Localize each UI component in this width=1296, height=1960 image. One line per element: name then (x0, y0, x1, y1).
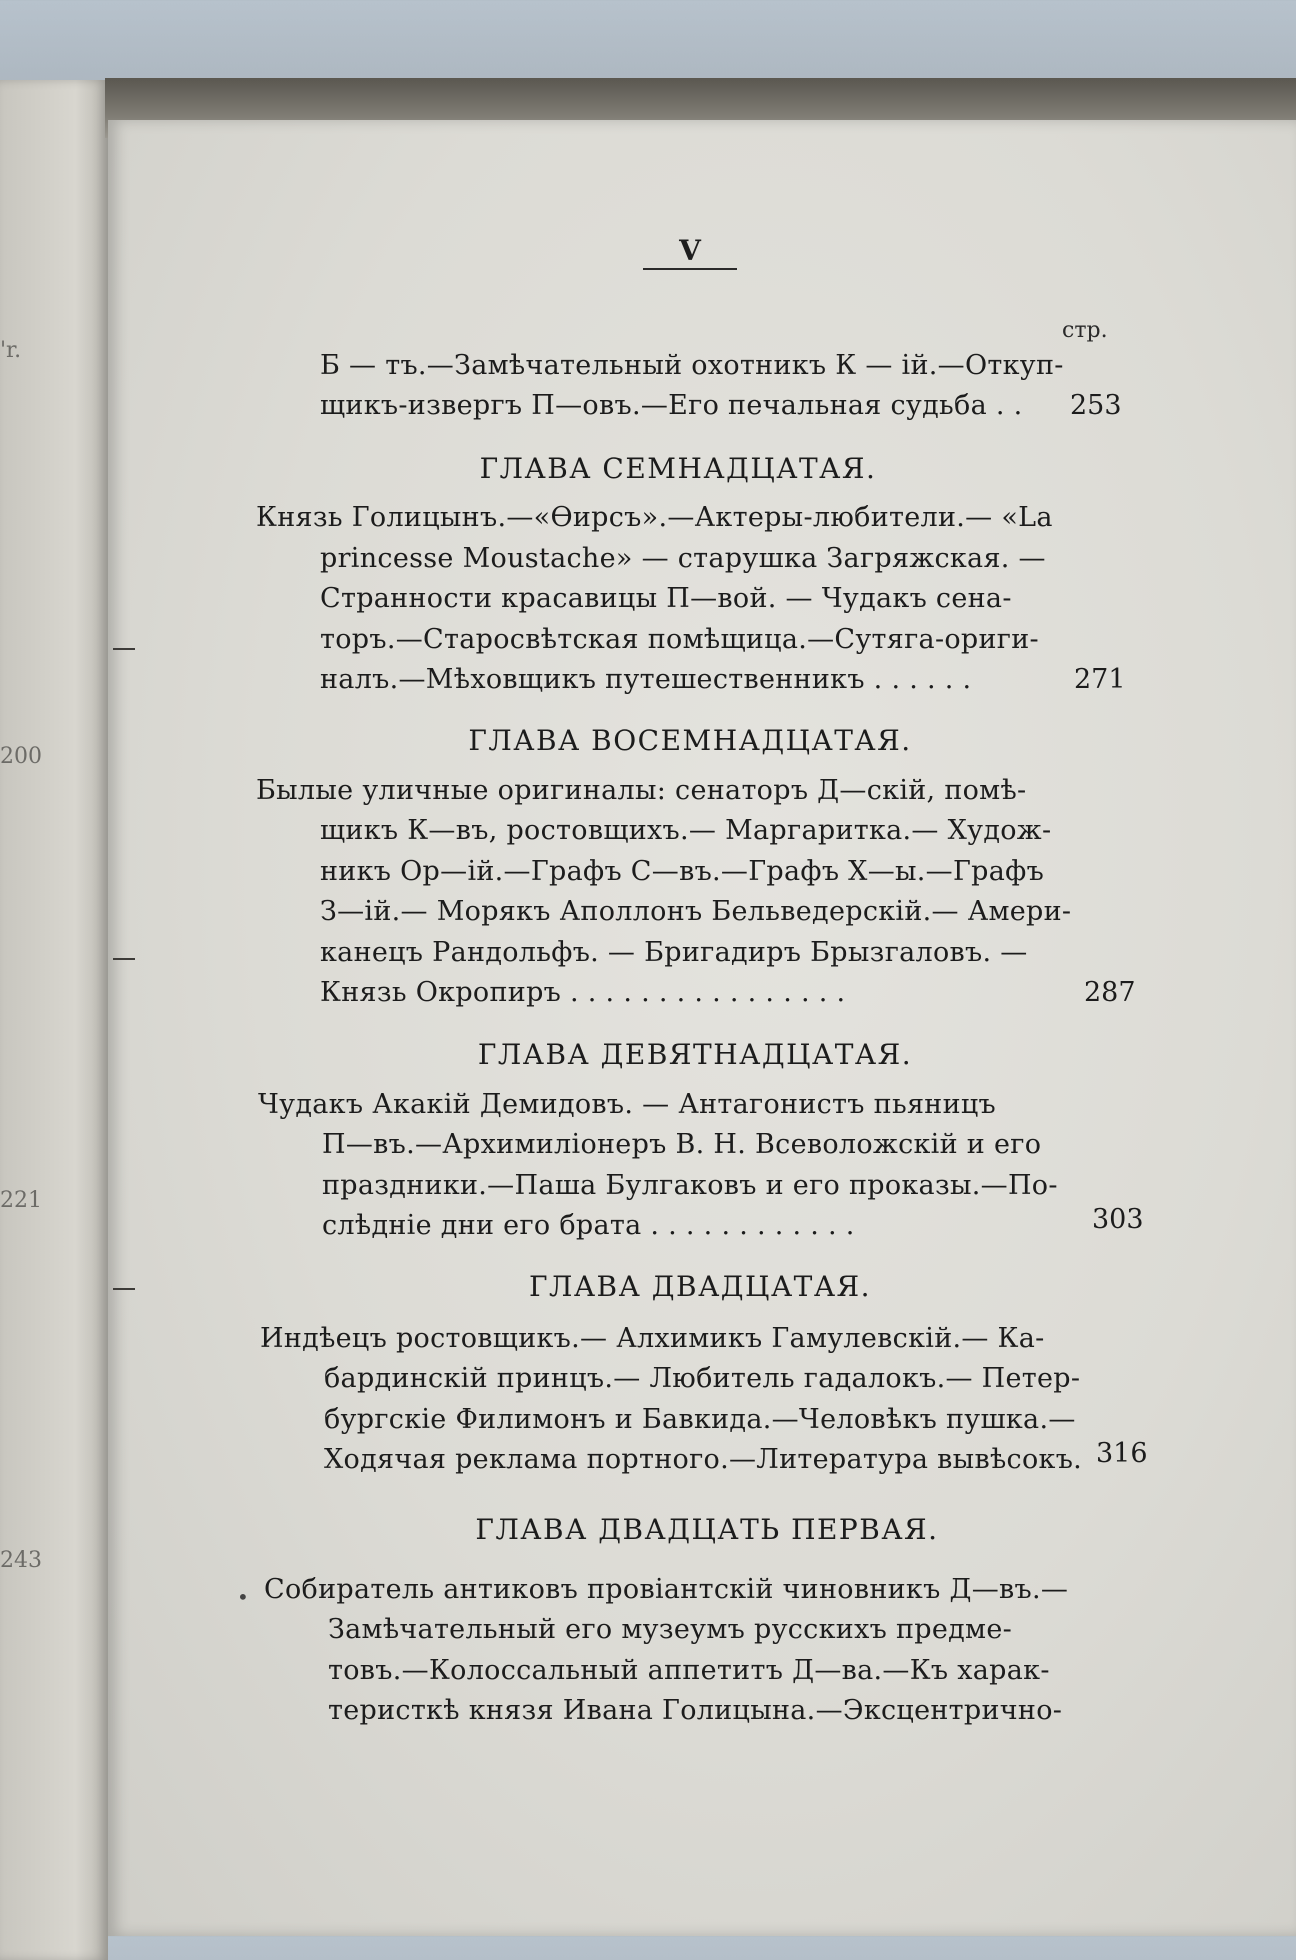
toc-line: Князь Окропиръ . . . . . . . . . . . . . . . . (320, 977, 846, 1008)
left-page-number: 221 (0, 1188, 42, 1213)
toc-line: Чудакъ Акакій Демидовъ. — Антагонистъ пьяницъ (258, 1089, 997, 1120)
left-page-number: 200 (0, 744, 42, 769)
toc-page-number: 303 (1092, 1204, 1144, 1235)
chapter-heading: ГЛАВА СЕМНАДЦАТАЯ. (479, 452, 877, 485)
header-rule (643, 268, 737, 270)
toc-line: З—ій.— Морякъ Аполлонъ Бельведерскій.— Амери- (320, 896, 1072, 927)
toc-line: бардинскій принцъ.— Любитель гадалокъ.— Петер- (324, 1363, 1081, 1394)
gutter-thread-mark (113, 648, 135, 650)
page-column-label: стр. (1062, 318, 1108, 343)
toc-line: princesse Moustache» — старушка Загряжская. — (320, 543, 1046, 574)
gutter-thread-mark (113, 958, 135, 960)
gutter-thread-mark (113, 1288, 135, 1290)
toc-line: щикъ К—въ, ростовщихъ.— Маргаритка.— Худож- (320, 815, 1052, 846)
toc-line: Ходячая реклама портного.—Литература вывѣсокъ. (324, 1444, 1083, 1475)
toc-line: канецъ Рандольфъ. — Бригадиръ Брызгаловъ. — (320, 937, 1028, 968)
toc-line: щикъ-извергъ П—овъ.—Его печальная судьба . . (320, 390, 1023, 421)
toc-line: налъ.—Мѣховщикъ путешественникъ . . . . . . (320, 664, 972, 695)
toc-page-number: 287 (1084, 977, 1136, 1008)
chapter-heading: ГЛАВА ДВАДЦАТЬ ПЕРВАЯ. (475, 1513, 939, 1546)
toc-line: праздники.—Паша Булгаковъ и его проказы.—По- (322, 1170, 1058, 1201)
toc-line: слѣдніе дни его брата . . . . . . . . . . . . (322, 1210, 855, 1241)
toc-line: Князь Голицынъ.—«Ѳирсъ».—Актеры-любители.— «La (256, 502, 1053, 533)
toc-line: Странности красавицы П—вой. — Чудакъ сена- (320, 583, 1012, 614)
bullet-mark: • (237, 1585, 249, 1609)
toc-line: товъ.—Колоссальный аппетитъ Д—ва.—Къ харак- (328, 1655, 1050, 1686)
toc-line: теристкѣ князя Ивана Голицына.—Эксцентрично- (328, 1695, 1063, 1726)
toc-line: П—въ.—Архимиліонеръ В. Н. Всеволожскій и его (322, 1129, 1042, 1160)
chapter-heading: ГЛАВА ДЕВЯТНАДЦАТАЯ. (477, 1038, 913, 1071)
toc-line: бургскіе Филимонъ и Бавкида.—Человѣкъ пушка.— (324, 1404, 1076, 1435)
chapter-heading: ГЛАВА ВОСЕМНАДЦАТАЯ. (468, 724, 912, 757)
toc-line: Собиратель антиковъ провіантскій чиновникъ Д—въ.— (264, 1574, 1069, 1605)
toc-line: Замѣчательный его музеумъ русскихъ предме- (328, 1614, 1013, 1645)
chapter-heading: ГЛАВА ДВАДЦАТАЯ. (528, 1270, 872, 1303)
left-page-number: 'r. (0, 338, 22, 363)
toc-page-number: 316 (1096, 1438, 1148, 1469)
left-page-number: 243 (0, 1548, 42, 1573)
toc-page-number: 253 (1070, 390, 1122, 421)
toc-line: торъ.—Старосвѣтская помѣщица.—Сутяга-ориги- (320, 624, 1039, 655)
toc-line: никъ Ор—ій.—Графъ С—въ.—Графъ Х—ы.—Графъ (320, 856, 1045, 887)
toc-line: Былые уличные оригиналы: сенаторъ Д—скій, помѣ- (256, 775, 1027, 806)
toc-line: Индѣецъ ростовщикъ.— Алхимикъ Гамулевскій.— Ка- (260, 1323, 1045, 1354)
page-roman-numeral: V (679, 234, 701, 267)
toc-page-number: 271 (1074, 664, 1126, 695)
toc-line: Б — тъ.—Замѣчательный охотникъ К — ій.—Откуп- (320, 350, 1064, 381)
